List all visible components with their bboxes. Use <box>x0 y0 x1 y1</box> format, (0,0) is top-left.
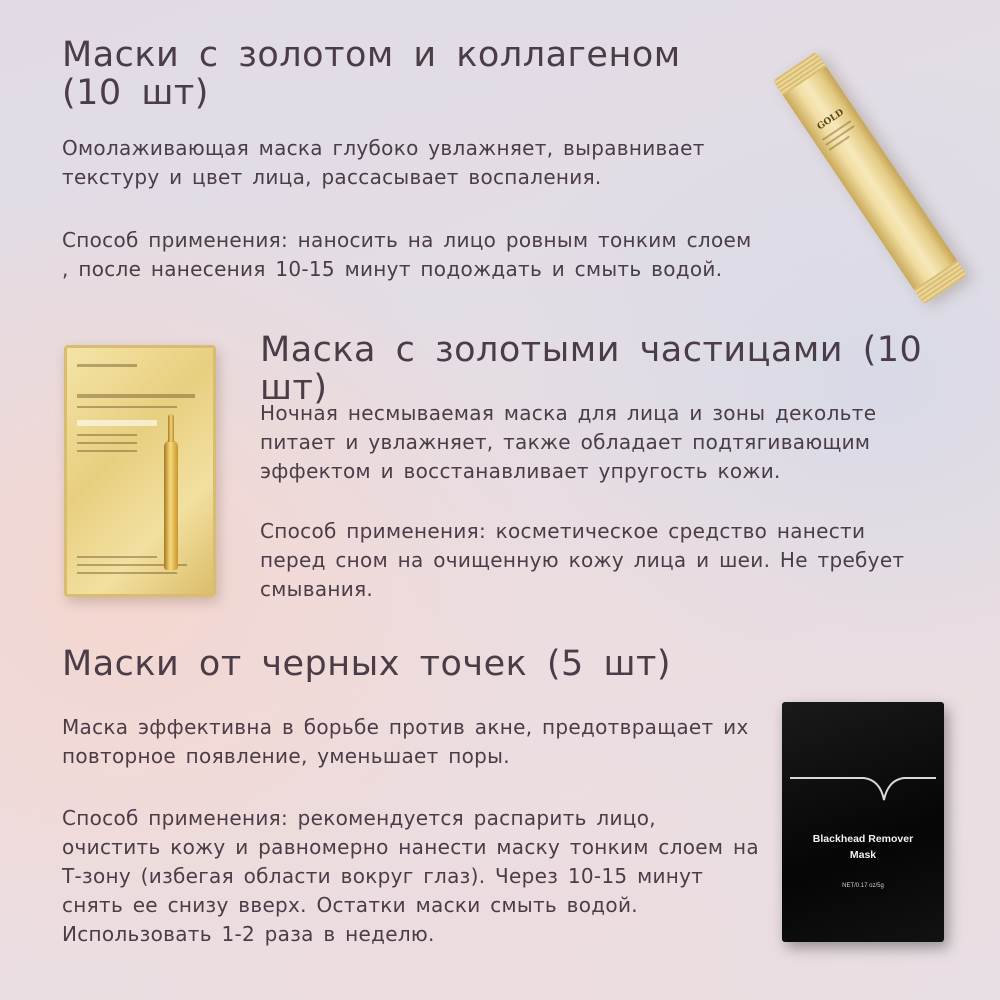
stick-brand-label: GOLD <box>815 107 846 133</box>
product-1-title: Маски с золотом и коллагеном (10 шт) <box>62 35 681 113</box>
product-2-title: Маска с золотыми частицами (10 шт) <box>260 330 923 408</box>
product-3-usage: Способ применения: рекомендуется распарить лицо, очистить кожу и равномерно нанести маску тонким слоем на Т-зону (избегая области вокруг глаз). Через 10-15 минут снять ее снизу вверх. Остатки маски смыть водой. Использовать 1-2 раза в неделю. <box>62 806 759 946</box>
product-3-description: Маска эффективна в борьбе против акне, предотвращает их повторное появление, уменьшает поры. <box>62 715 749 768</box>
gold-particles-sachet-image <box>64 345 216 597</box>
product-3-title: Маски от черных точек (5 шт) <box>62 644 672 684</box>
pack-nose-line-icon <box>782 702 944 942</box>
gold-collagen-stick-image <box>752 55 962 305</box>
pack-title-line-2: Mask <box>849 849 877 861</box>
pack-title-line-1: Blackhead Remover <box>812 833 914 845</box>
product-1-usage: Способ применения: наносить на лицо ровным тонким слоем , после нанесения 10-15 минут подождать и смыть водой. <box>62 228 752 281</box>
pack-net-weight: NET/0.17 oz/5g <box>842 883 884 889</box>
product-1-description: Омолаживающая маска глубоко увлажняет, выравнивает текстуру и цвет лица, рассасывает воспаления. <box>62 136 705 189</box>
ampoule-icon <box>164 440 178 570</box>
product-2-description: Ночная несмываемая маска для лица и зоны декольте питает и увлажняет, также обладает подтягивающим эффектом и восстанавливает упругость кожи. <box>260 401 877 483</box>
blackhead-mask-pack-image <box>782 702 944 942</box>
product-2-usage: Способ применения: косметическое средство нанести перед сном на очищенную кожу лица и шеи. Не требует смывания. <box>260 519 905 601</box>
